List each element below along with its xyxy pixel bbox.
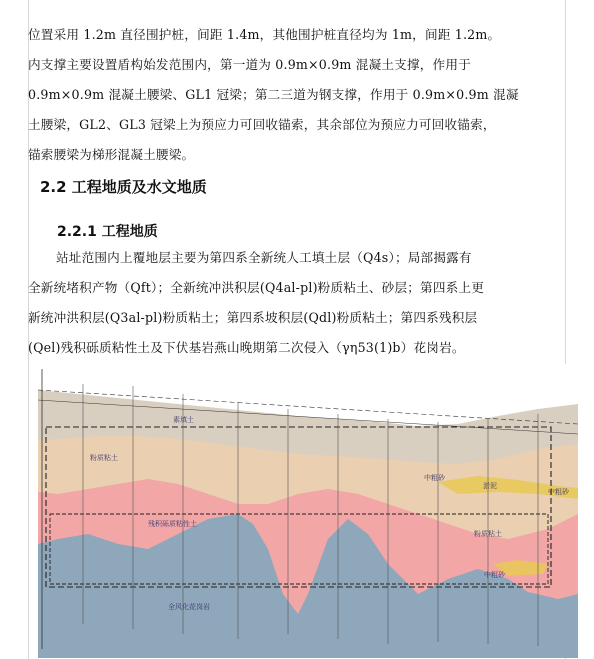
paragraph-line: (Qel)残积砾质粘性土及下伏基岩燕山晚期第二次侵入（γη53(1)b）花岗岩。 bbox=[28, 340, 465, 355]
label-granite: 全风化花岗岩 bbox=[168, 603, 210, 611]
label-medium-sand-1: 中粗砂 bbox=[424, 474, 445, 482]
label-mucky: 淤泥 bbox=[483, 482, 497, 490]
paragraph-line: 0.9m×0.9m 混凝土腰梁、GL1 冠梁；第二三道为钢支撑，作用于 0.9m×0.9m 混凝 bbox=[28, 87, 519, 102]
label-silty-clay: 粉质粘土 bbox=[90, 454, 118, 462]
label-fill: 素填土 bbox=[173, 416, 194, 424]
geological-section-drawing bbox=[38, 364, 578, 658]
paragraph-line: 土腰梁，GL2、GL3 冠梁上为预应力可回收锚索，其余部位为预应力可回收锚索， bbox=[28, 117, 496, 132]
paragraph-line: 位置采用 1.2m 直径围护桩，间距 1.4m，其他围护桩直径均为 1m，间距 1.2m。 bbox=[28, 27, 501, 42]
paragraph-line: 新统冲洪积层(Q3al-pl)粉质粘土；第四系坡积层(Qdl)粉质粘土；第四系残积层 bbox=[28, 310, 478, 325]
paragraph-geology bbox=[28, 243, 558, 363]
section-heading-2-2-1: 2.2.1 工程地质 bbox=[57, 224, 158, 240]
paragraph-line: 锚索腰梁为梯形混凝土腰梁。 bbox=[28, 147, 195, 162]
label-residual: 残积砾质粘性土 bbox=[148, 520, 197, 528]
section-heading-2-2: 2.2 工程地质及水文地质 bbox=[40, 178, 207, 196]
label-silty-clay-right: 粉质粘土 bbox=[474, 530, 502, 538]
paragraph-line: 全新统堵积产物（Qft）；全新统冲洪积层(Q4al-pl)粉质粘土、砂层；第四系上更 bbox=[28, 280, 485, 295]
geological-section-figure bbox=[38, 364, 578, 658]
label-medium-sand-3: 中粗砂 bbox=[484, 571, 505, 579]
label-medium-sand-2: 中粗砂 bbox=[548, 488, 569, 496]
paragraph-line: 站址范围内上覆地层主要为第四系全新统人工填土层（Q4s）；局部揭露有 bbox=[56, 250, 472, 265]
paragraph-line: 内支撑主要设置盾构始发范围内，第一道为 0.9m×0.9m 混凝土支撑，作用于 bbox=[28, 57, 471, 72]
paragraph-support-system bbox=[28, 20, 558, 170]
